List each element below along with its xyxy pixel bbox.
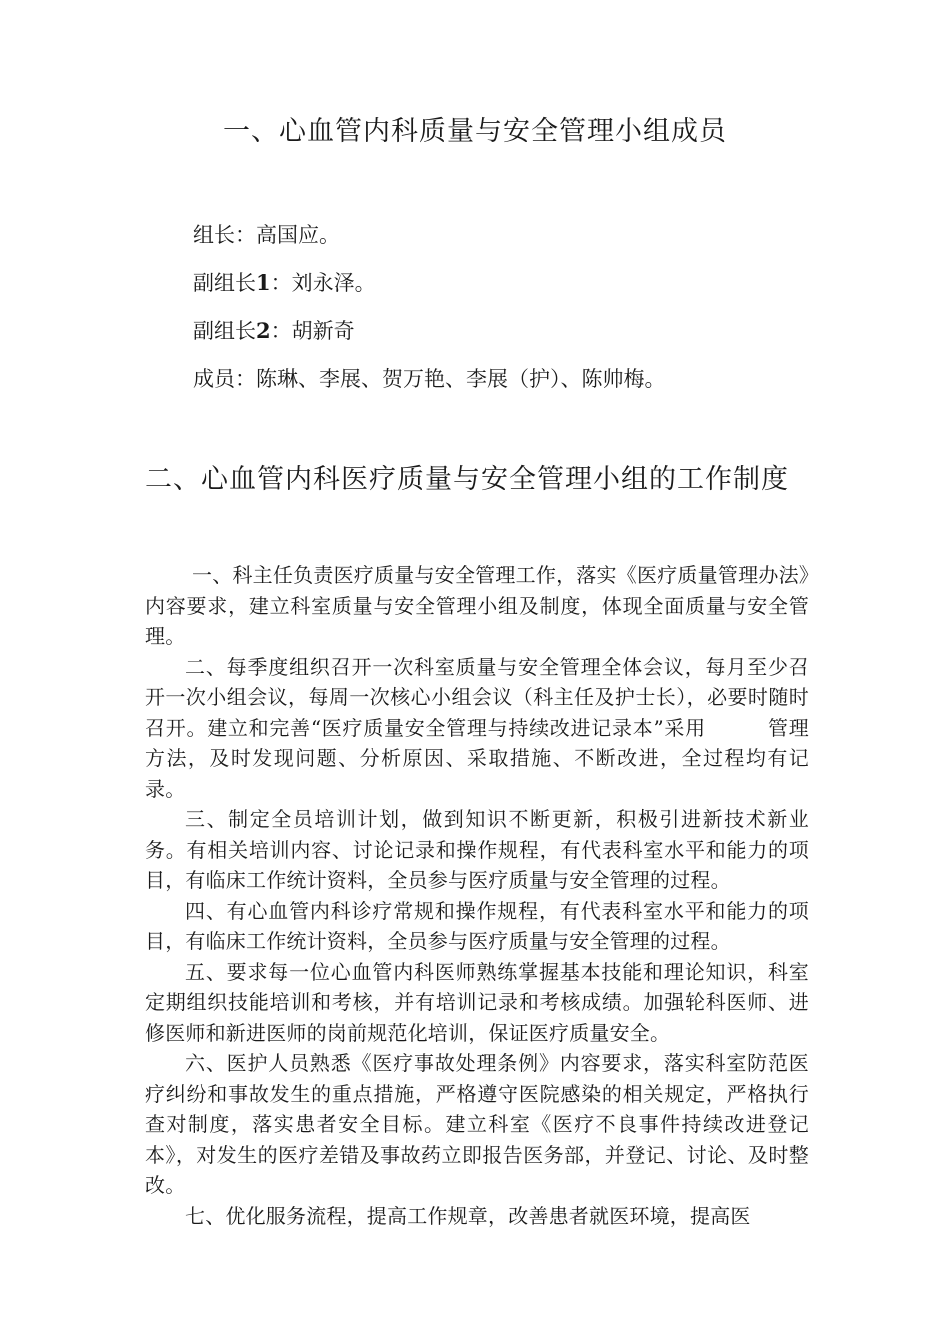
rule-paragraph-1: 一、科主任负责医疗质量与安全管理工作，落实《医疗质量管理办法》内容要求，建立科室质量与安全管理小组及制度，体现全面质量与安全管理。: [145, 563, 809, 648]
deputy-leader-1-name: ：刘永泽。: [270, 271, 376, 295]
deputy-leader-1-label: 副组长: [193, 271, 256, 295]
deputy-leader-2-label: 副组长: [193, 319, 256, 343]
team-leader-line: 组长：高国应。: [193, 223, 340, 247]
section-1-heading: 一、心血管内科质量与安全管理小组成员: [223, 116, 727, 147]
rule-paragraph-7: 七、优化服务流程，提高工作规章，改善患者就医环境，提高医: [185, 1203, 751, 1228]
deputy-leader-1-line: [193, 266, 893, 300]
team-member-list: [193, 218, 893, 410]
rule-paragraph-5: 五、要求每一位心血管内科医师熟练掌握基本技能和理论知识，科室定期组织技能培训和考核，并有培训记录和考核成绩。加强轮科医师、进修医师和新进医师的岗前规范化培训，保证医疗质量安全。: [145, 959, 809, 1045]
deputy-leader-2-name: ：胡新奇: [270, 319, 355, 343]
members-line: 成员：陈琳、李展、贺万艳、李展（护）、陈帅梅。: [193, 367, 666, 391]
section-2-heading: 二、心血管内科医疗质量与安全管理小组的工作制度: [145, 464, 789, 495]
deputy-leader-1-number: 1: [256, 270, 271, 295]
rule-paragraph-2: 二、每季度组织召开一次科室质量与安全管理全体会议，每月至少召开一次小组会议，每周一次核心小组会议（科主任及护士长），必要时随时召开。建立和完善“医疗质量安全管理与持续改进记录本”采用 管理方法，及时发现问题、分析原因、采取措施、不断改进，全过程均有记录。: [145, 654, 809, 801]
rule-paragraph-6: 六、医护人员熟悉《医疗事故处理条例》内容要求，落实科室防范医疗纠纷和事故发生的重点措施，严格遵守医院感染的相关规定，严格执行查对制度，落实患者安全目标。建立科室《医疗不良事件持续改进登记本》，对发生的医疗差错及事故药立即报告医务部，并登记、讨论、及时整改。: [145, 1051, 809, 1197]
deputy-leader-2-line: [193, 314, 893, 348]
rule-paragraph-4: 四、有心血管内科诊疗常规和操作规程，有代表科室水平和能力的项目，有临床工作统计资料，全员参与医疗质量与安全管理的过程。: [145, 898, 809, 953]
deputy-leader-2-number: 2: [256, 318, 271, 343]
rule-paragraph-3: 三、制定全员培训计划，做到知识不断更新，积极引进新技术新业务。有相关培训内容、讨论记录和操作规程，有代表科室水平和能力的项目，有临床工作统计资料，全员参与医疗质量与安全管理的过程。: [145, 807, 809, 892]
work-rules-body: [145, 560, 809, 1231]
